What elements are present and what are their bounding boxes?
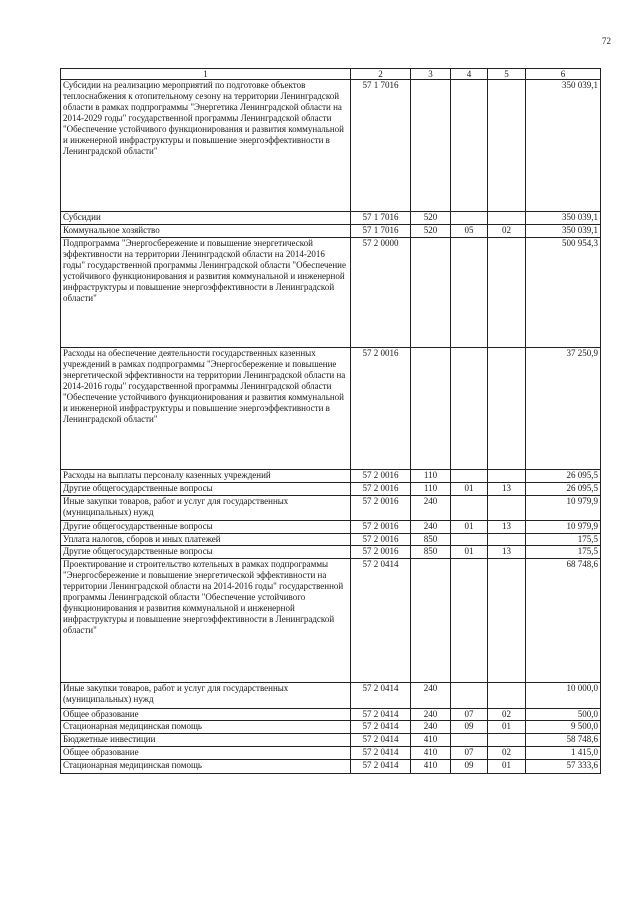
cell-vr	[411, 348, 451, 470]
table-row	[61, 238, 601, 348]
cell-vr: 850	[411, 534, 451, 546]
cell-rz	[451, 470, 488, 483]
cell-rz: 01	[451, 521, 488, 534]
cell-sum: 37 250,9	[526, 348, 601, 470]
cell-code: 57 2 0414	[351, 709, 411, 721]
cell-pr	[488, 534, 526, 546]
cell-name: Субсидии	[61, 212, 351, 225]
cell-name: Другие общегосударственные вопросы	[61, 546, 351, 559]
cell-rz: 09	[451, 760, 488, 774]
cell-vr: 520	[411, 225, 451, 238]
cell-code: 57 2 0016	[351, 483, 411, 496]
cell-code: 57 2 0000	[351, 238, 411, 348]
cell-vr	[411, 559, 451, 683]
table-row	[61, 348, 601, 470]
cell-sum: 10 979,9	[526, 496, 601, 521]
cell-vr: 110	[411, 483, 451, 496]
table-row	[61, 521, 601, 534]
cell-name: Стационарная медицинская помощь	[61, 760, 351, 774]
cell-pr	[488, 238, 526, 348]
cell-sum: 68 748,6	[526, 559, 601, 683]
cell-rz	[451, 238, 488, 348]
cell-vr	[411, 238, 451, 348]
cell-sum: 57 333,6	[526, 760, 601, 774]
cell-vr: 410	[411, 760, 451, 774]
cell-name: Другие общегосударственные вопросы	[61, 483, 351, 496]
cell-vr: 240	[411, 521, 451, 534]
cell-sum: 175,5	[526, 534, 601, 546]
page-number: 72	[602, 36, 611, 46]
cell-rz: 09	[451, 721, 488, 734]
cell-pr	[488, 559, 526, 683]
cell-sum: 10 979,9	[526, 521, 601, 534]
cell-rz	[451, 683, 488, 709]
table-row	[61, 212, 601, 225]
cell-name: Субсидии на реализацию мероприятий по подготовке объектов теплоснабжения к отопительному сезону на территории Ленинградской области в рамках подпрограммы "Энергетика Ленинградской области на 2014-2029 годы" государственной программы Ленинградской области "Обеспечение устойчивого функционирования и развития коммунальной и инженерной инфраструктуры и повышение энергоэффективности в Ленинградской области"	[61, 80, 351, 212]
cell-name: Стационарная медицинская помощь	[61, 721, 351, 734]
cell-rz	[451, 559, 488, 683]
cell-vr: 240	[411, 683, 451, 709]
cell-code: 57 2 0016	[351, 546, 411, 559]
cell-pr	[488, 470, 526, 483]
table-row	[61, 546, 601, 559]
column-header: 5	[488, 69, 526, 80]
table-row	[61, 747, 601, 760]
cell-rz: 01	[451, 546, 488, 559]
cell-pr: 02	[488, 225, 526, 238]
cell-code: 57 2 0016	[351, 496, 411, 521]
cell-code: 57 2 0016	[351, 521, 411, 534]
cell-code: 57 2 0414	[351, 747, 411, 760]
cell-sum: 1 415,0	[526, 747, 601, 760]
table-row	[61, 734, 601, 747]
cell-pr: 02	[488, 747, 526, 760]
cell-pr	[488, 212, 526, 225]
cell-vr: 410	[411, 747, 451, 760]
table-row	[61, 559, 601, 683]
cell-rz	[451, 534, 488, 546]
cell-sum: 26 095,5	[526, 470, 601, 483]
table-row	[61, 709, 601, 721]
cell-vr: 240	[411, 709, 451, 721]
table-body	[61, 80, 601, 774]
cell-name: Расходы на выплаты персоналу казенных учреждений	[61, 470, 351, 483]
cell-sum: 350 039,1	[526, 225, 601, 238]
table-row	[61, 683, 601, 709]
cell-name: Иные закупки товаров, работ и услуг для государственных (муниципальных) нужд	[61, 683, 351, 709]
cell-rz: 05	[451, 225, 488, 238]
cell-sum: 350 039,1	[526, 212, 601, 225]
cell-pr	[488, 683, 526, 709]
cell-name: Бюджетные инвестиции	[61, 734, 351, 747]
cell-rz	[451, 80, 488, 212]
cell-sum: 350 039,1	[526, 80, 601, 212]
cell-pr	[488, 734, 526, 747]
cell-rz	[451, 212, 488, 225]
cell-vr: 520	[411, 212, 451, 225]
cell-sum: 175,5	[526, 546, 601, 559]
cell-rz: 07	[451, 747, 488, 760]
cell-rz: 07	[451, 709, 488, 721]
cell-sum: 500 954,3	[526, 238, 601, 348]
cell-sum: 26 095,5	[526, 483, 601, 496]
table-row	[61, 760, 601, 774]
cell-sum: 10 000,0	[526, 683, 601, 709]
cell-name: Другие общегосударственные вопросы	[61, 521, 351, 534]
cell-pr: 13	[488, 546, 526, 559]
cell-code: 57 2 0016	[351, 534, 411, 546]
cell-pr	[488, 80, 526, 212]
cell-name: Подпрограмма "Энергосбережение и повышение энергетической эффективности на территории Ленинградской области на 2014-2016 годы" государственной программы Ленинградской области "Обеспечение устойчивого функционирования и развития коммунальной и инженерной инфраструктуры и повышение энергоэффективности в Ленинградской области"	[61, 238, 351, 348]
cell-sum: 500,0	[526, 709, 601, 721]
cell-code: 57 1 7016	[351, 80, 411, 212]
table-row	[61, 470, 601, 483]
table-row	[61, 483, 601, 496]
budget-table	[60, 68, 601, 774]
cell-rz	[451, 734, 488, 747]
cell-code: 57 2 0016	[351, 348, 411, 470]
cell-name: Общее образование	[61, 709, 351, 721]
cell-code: 57 2 0414	[351, 760, 411, 774]
table-row	[61, 225, 601, 238]
cell-name: Иные закупки товаров, работ и услуг для государственных (муниципальных) нужд	[61, 496, 351, 521]
cell-code: 57 2 0016	[351, 470, 411, 483]
column-header: 2	[351, 69, 411, 80]
cell-vr: 110	[411, 470, 451, 483]
cell-vr	[411, 80, 451, 212]
cell-pr: 13	[488, 483, 526, 496]
cell-sum: 9 500,0	[526, 721, 601, 734]
cell-name: Расходы на обеспечение деятельности государственных казенных учреждений в рамках подпрограммы "Энергосбережение и повышение энергетической эффективности на территории Ленинградской области на 2014-2016 годы" государственной программы Ленинградской области "Обеспечение устойчивого функционирования и развития коммунальной и инженерной инфраструктуры и повышение энергоэффективности в Ленинградской области"	[61, 348, 351, 470]
cell-code: 57 1 7016	[351, 212, 411, 225]
header-row	[61, 69, 601, 80]
cell-code: 57 2 0414	[351, 559, 411, 683]
cell-pr	[488, 348, 526, 470]
table-row	[61, 496, 601, 521]
cell-vr: 240	[411, 721, 451, 734]
table-row	[61, 80, 601, 212]
cell-name: Коммунальное хозяйство	[61, 225, 351, 238]
cell-code: 57 2 0414	[351, 683, 411, 709]
cell-code: 57 2 0414	[351, 734, 411, 747]
cell-pr: 13	[488, 521, 526, 534]
column-header: 1	[61, 69, 351, 80]
cell-pr: 02	[488, 709, 526, 721]
cell-name: Уплата налогов, сборов и иных платежей	[61, 534, 351, 546]
cell-name: Проектирование и строительство котельных в рамках подпрограммы "Энергосбережение и повышение энергетической эффективности на территории Ленинградской области на 2014-2016 годы" государственной программы Ленинградской области "Обеспечение устойчивого функционирования и развития коммунальной и инженерной инфраструктуры и повышение энергоэффективности в Ленинградской области"	[61, 559, 351, 683]
cell-pr: 01	[488, 721, 526, 734]
cell-code: 57 1 7016	[351, 225, 411, 238]
cell-vr: 850	[411, 546, 451, 559]
cell-pr	[488, 496, 526, 521]
column-header: 6	[526, 69, 601, 80]
cell-rz	[451, 496, 488, 521]
cell-code: 57 2 0414	[351, 721, 411, 734]
column-header: 4	[451, 69, 488, 80]
cell-vr: 410	[411, 734, 451, 747]
cell-pr: 01	[488, 760, 526, 774]
cell-vr: 240	[411, 496, 451, 521]
cell-sum: 58 748,6	[526, 734, 601, 747]
table-row	[61, 721, 601, 734]
table-row	[61, 534, 601, 546]
column-header: 3	[411, 69, 451, 80]
cell-rz	[451, 348, 488, 470]
cell-name: Общее образование	[61, 747, 351, 760]
cell-rz: 01	[451, 483, 488, 496]
